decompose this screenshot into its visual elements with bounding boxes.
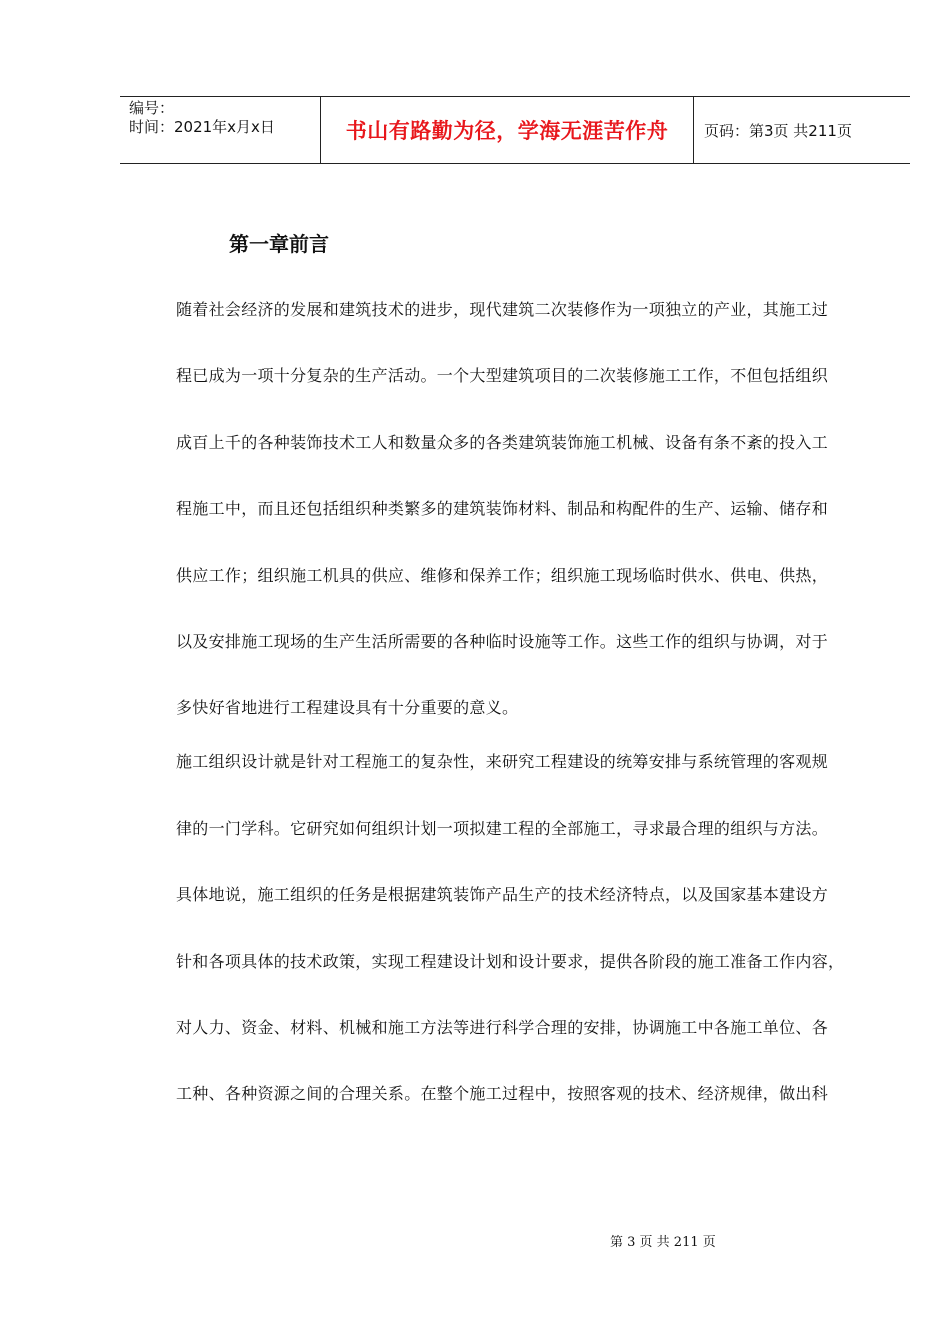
body-line: 施工组织设计就是针对工程施工的复杂性，来研究工程建设的统筹安排与系统管理的客观规 [176, 752, 829, 771]
body-line: 程施工中，而且还包括组织种类繁多的建筑装饰材料、制品和构配件的生产、运输、储存和 [176, 499, 829, 518]
serial-label: 编号： [129, 99, 175, 117]
chapter-title: 第一章前言 [229, 232, 329, 256]
body-line: 对人力、资金、材料、机械和施工方法等进行科学合理的安排，协调施工中各施工单位、各 [176, 1018, 829, 1037]
body-line: 随着社会经济的发展和建筑技术的进步，现代建筑二次装修作为一项独立的产业，其施工过 [176, 300, 829, 319]
body-line: 供应工作；组织施工机具的供应、维修和保养工作；组织施工现场临时供水、供电、供热， [176, 566, 829, 585]
body-line: 成百上千的各种装饰技术工人和数量众多的各类建筑装饰施工机械、设备有条不紊的投入工 [176, 433, 829, 452]
page-header [120, 96, 910, 164]
body-line: 律的一门学科。它研究如何组织计划一项拟建工程的全部施工，寻求最合理的组织与方法。 [176, 819, 829, 838]
body-line: 具体地说，施工组织的任务是根据建筑装饰产品生产的技术经济特点，以及国家基本建设方 [176, 885, 829, 904]
body-line: 以及安排施工现场的生产生活所需要的各种临时设施等工作。这些工作的组织与协调，对于 [176, 632, 829, 651]
footer-page-number: 第 3 页 共 211 页 [610, 1235, 716, 1250]
body-line: 多快好省地进行工程建设具有十分重要的意义。 [176, 698, 519, 717]
time-label: 时间：2021年x月x日 [129, 118, 275, 136]
body-line: 程已成为一项十分复杂的生产活动。一个大型建筑项目的二次装修施工工作，不但包括组织 [176, 366, 829, 385]
header-motto: 书山有路勤为径，学海无涯苦作舟 [321, 97, 694, 163]
header-page-code: 页码：第3页 共211页 [704, 121, 852, 140]
body-line: 针和各项具体的技术政策，实现工程建设计划和设计要求，提供各阶段的施工准备工作内容， [176, 952, 845, 971]
body-line: 工种、各种资源之间的合理关系。在整个施工过程中，按照客观的技术、经济规律，做出科 [176, 1084, 829, 1103]
header-meta [120, 97, 321, 163]
